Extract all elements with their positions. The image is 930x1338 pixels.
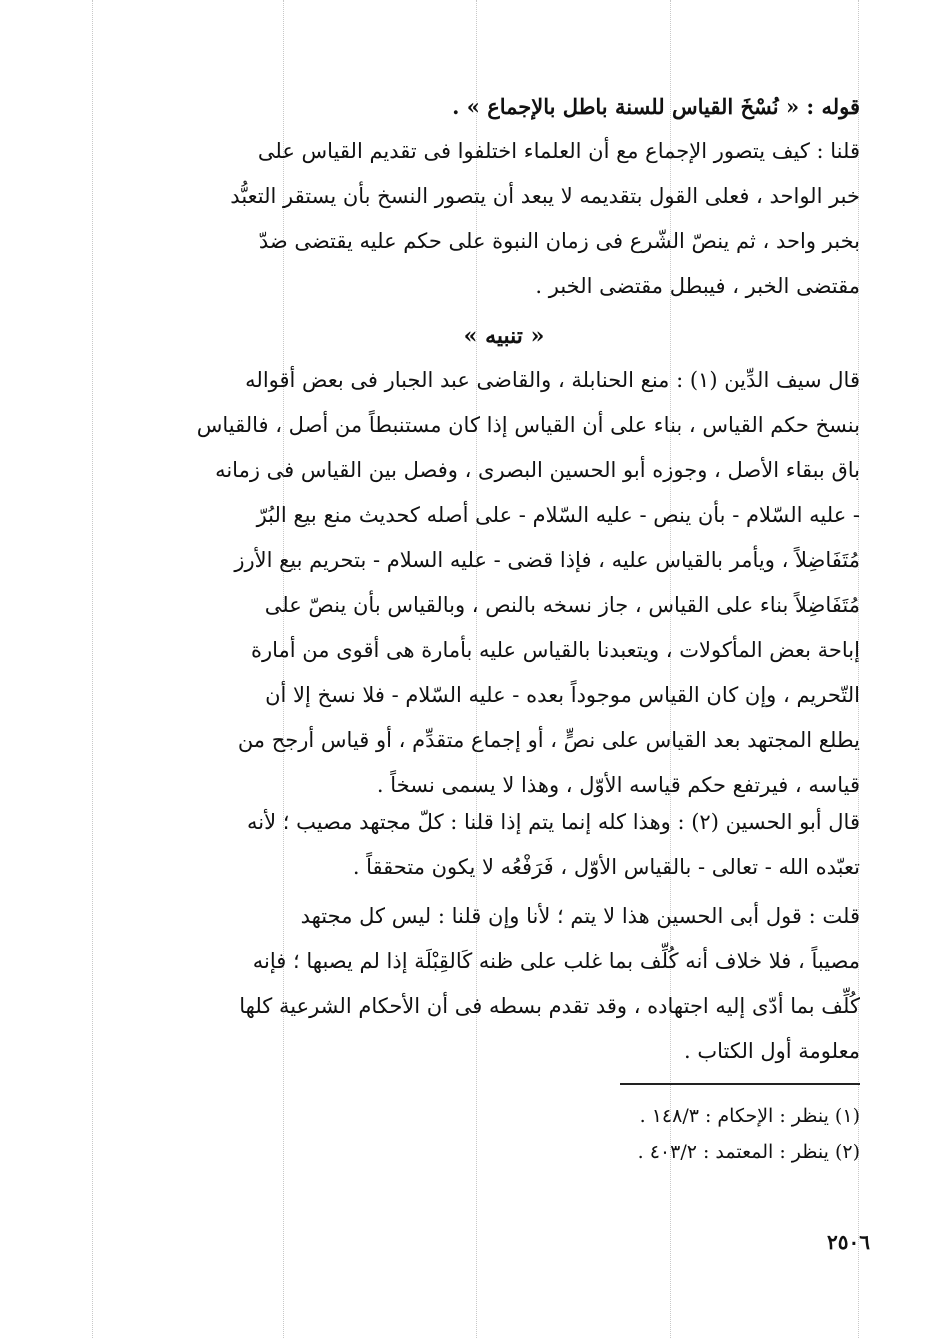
text-line: مُتَفَاضِلاً ، ويأمر بالقياس عليه ، فإذا قضى - عليه السلام - بتحريم بيع الأرز bbox=[234, 548, 860, 572]
text-line: قال سيف الدِّين (١) : منع الحنابلة ، والقاضى عبد الجبار فى بعض أقواله bbox=[245, 368, 860, 392]
text-line: تعبّده الله - تعالى - بالقياس الأوّل ، فَرَفْعُه لا يكون متحققاً . bbox=[352, 855, 860, 879]
text-line: قوله : « نُسْخَ القياس للسنة باطل بالإجماع » . bbox=[452, 94, 860, 119]
text-line: مُتَفَاضِلاً بناء على القياس ، جاز نسخه بالنص ، وبالقياس بأن ينصّ على bbox=[264, 593, 860, 617]
footnote-divider bbox=[620, 1083, 860, 1085]
notice-heading: « تنبيه » bbox=[463, 323, 545, 349]
text-line: مصيباً ، فلا خلاف أنه كُلِّف بما غلب على ظنه كَالقِبْلَة إذا لم يصبها ؛ فإنه bbox=[252, 949, 860, 973]
paragraph-qawluhu bbox=[148, 84, 860, 309]
page-number: ٢٥٠٦ bbox=[827, 1230, 870, 1254]
footnotes bbox=[500, 1098, 860, 1170]
text-line: قياسه ، فيرتفع حكم قياسه الأوّل ، وهذا لا يسمى نسخاً . bbox=[376, 773, 860, 797]
text-line: إباحة بعض المأكولات ، ويتعبدنا بالقياس عليه بأمارة هى أقوى من أمارة bbox=[251, 638, 860, 662]
paragraph-abu-al-husayn bbox=[148, 800, 860, 890]
paragraph-qultu bbox=[148, 894, 860, 1074]
scan-guide-line bbox=[92, 0, 93, 1338]
text-line: باق ببقاء الأصل ، وجوزه أبو الحسين البصرى ، وفصل بين القياس فى زمانه bbox=[215, 458, 860, 482]
text-line: بخبر واحد ، ثم ينصّ الشّرع فى زمان النبوة على حكم عليه يقتضى ضدّ bbox=[258, 229, 860, 253]
text-line: معلومة أول الكتاب . bbox=[684, 1039, 860, 1063]
text-line: بنسخ حكم القياس ، بناء على أن القياس إذا كان مستنبطاً من أصل ، فالقياس bbox=[196, 413, 860, 437]
text-line: قال أبو الحسين (٢) : وهذا كله إنما يتم إذا قلنا : كلّ مجتهد مصيب ؛ لأنه bbox=[246, 810, 860, 834]
text-line: خبر الواحد ، فعلى القول بتقديمه لا يبعد أن يتصور النسخ بأن يستقر التعبُّد bbox=[230, 184, 860, 208]
paragraph-sayf-al-din bbox=[148, 358, 860, 808]
footnote-1: (١) ينظر : الإحكام : ١٤٨/٣ . bbox=[639, 1105, 860, 1127]
footnote-2: (٢) ينظر : المعتمد : ٤٠٣/٢ . bbox=[637, 1141, 860, 1163]
text-line: مقتضى الخبر ، فيبطل مقتضى الخبر . bbox=[535, 274, 860, 298]
text-line: يطلع المجتهد بعد القياس على نصٍّ ، أو إجماع متقدِّم ، أو قياس أرجح من bbox=[237, 728, 860, 752]
text-line: التّحريم ، وإن كان القياس موجوداً بعده - عليه السّلام - فلا نسخ إلا أن bbox=[265, 683, 860, 707]
text-line: - عليه السّلام - بأن ينص - عليه السّلام - على أصله كحديث منع بيع البُرّ bbox=[256, 503, 860, 527]
text-line: قلنا : كيف يتصور الإجماع مع أن العلماء اختلفوا فى تقديم القياس على bbox=[257, 139, 860, 163]
text-line: كُلِّف بما أدّى إليه اجتهاده ، وقد تقدم بسطه فى أن الأحكام الشرعية كلها bbox=[239, 994, 860, 1018]
text-line: قلت : قول أبى الحسين هذا لا يتم ؛ لأنا وإن قلنا : ليس كل مجتهد bbox=[300, 904, 860, 928]
